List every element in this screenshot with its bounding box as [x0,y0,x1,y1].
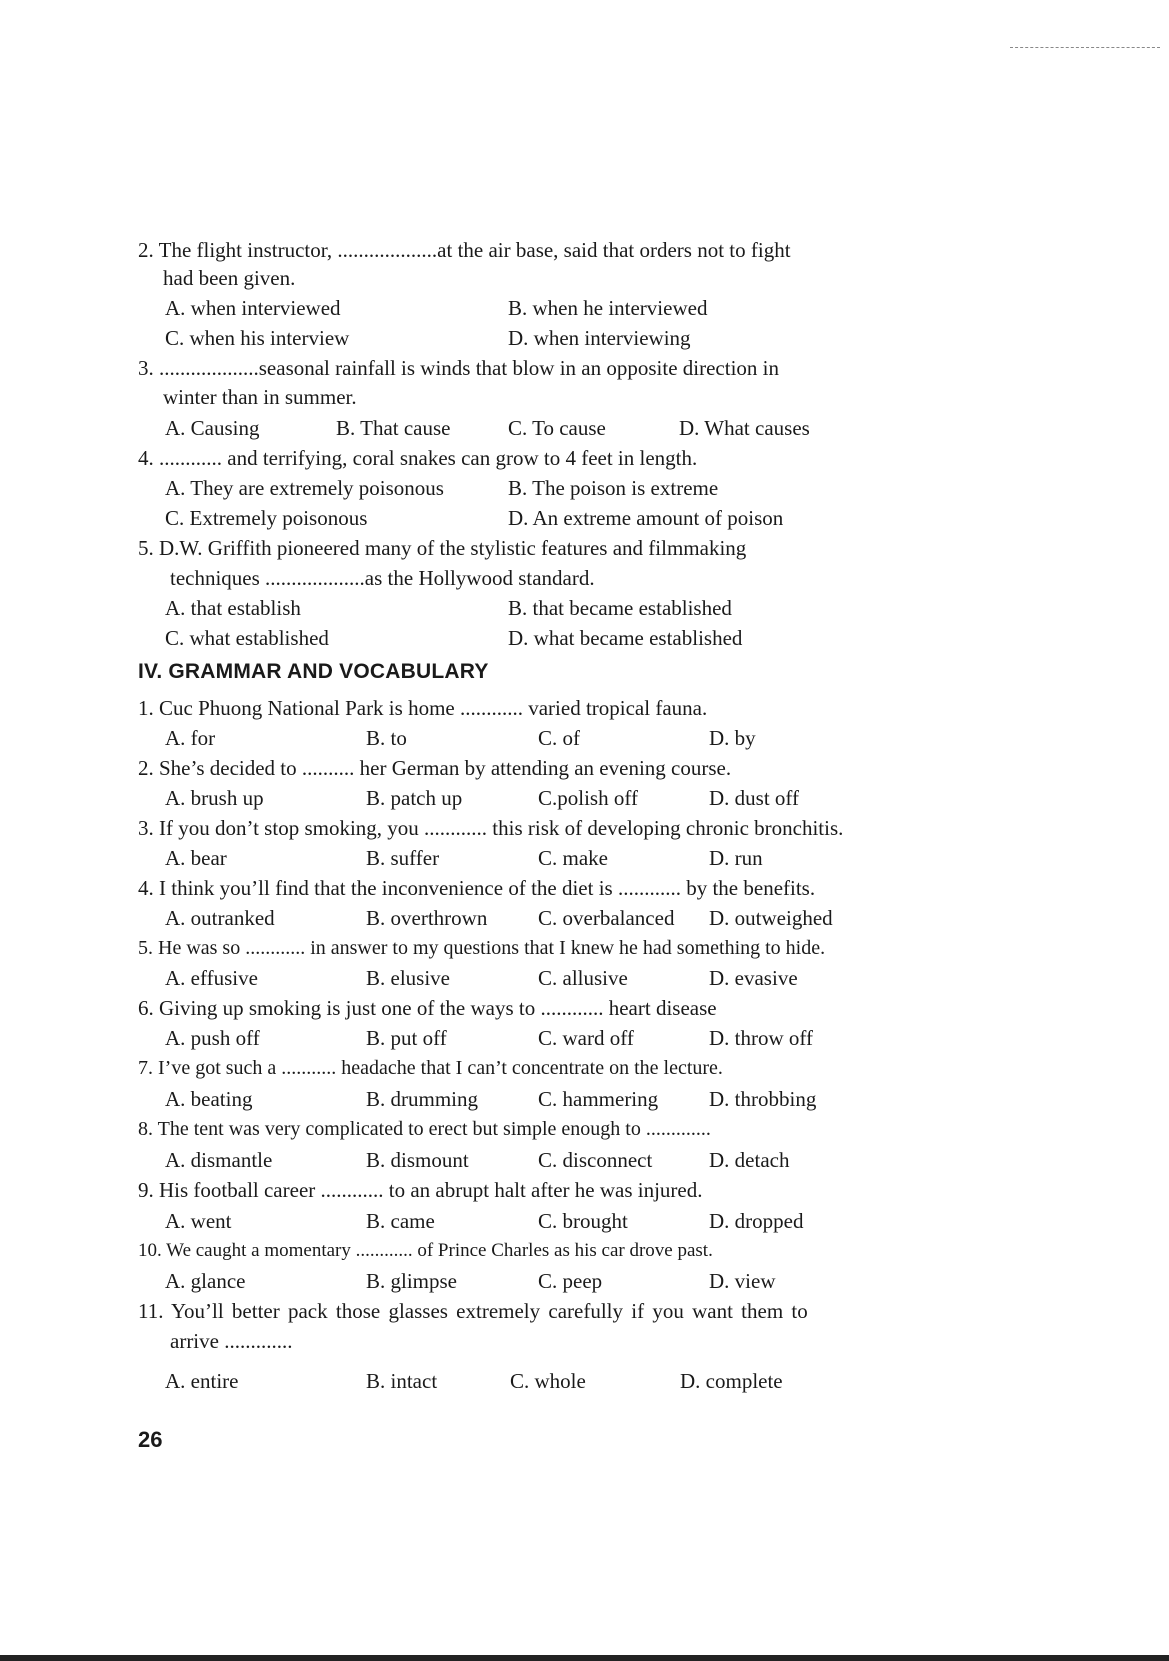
option-c: C. brought [538,1209,628,1233]
question-stem: 5. He was so ............ in answer to my questions that I knew he had something to hide. [138,937,826,959]
option-c: C. allusive [538,966,628,990]
option-c: C. whole [510,1369,586,1393]
option-b: B. intact [366,1369,438,1393]
option-c: C. hammering [538,1087,659,1111]
option-a: A. beating [165,1087,253,1111]
option-a: A. that establish [165,596,301,620]
question-stem: 1. Cuc Phuong National Park is home ............ varied tropical fauna. [138,696,708,720]
option-d: D. dust off [709,786,800,810]
option-d: D. dropped [709,1209,804,1233]
option-b: B. The poison is extreme [508,476,719,500]
option-b: B. patch up [366,786,463,810]
option-d: D. evasive [709,966,798,990]
option-b: B. glimpse [366,1269,458,1293]
question-stem-cont: had been given. [163,266,296,290]
option-c: C. ward off [538,1026,634,1050]
option-a: A. brush up [165,786,264,810]
option-a: A. effusive [165,966,258,990]
option-b: B. when he interviewed [508,296,708,320]
question-stem-cont: techniques ...................as the Hollywood standard. [170,566,595,590]
option-b: B. came [366,1209,435,1233]
question-stem: 11. You’ll better pack those glasses extremely carefully if you want them to [138,1299,808,1323]
option-a: A. bear [165,846,227,870]
option-c: C. what established [165,626,329,650]
option-b: B. suffer [366,846,440,870]
option-a: A. entire [165,1369,239,1393]
option-c: C. when his interview [165,326,350,350]
option-a: A. Causing [165,416,260,440]
question-stem: 3. ...................seasonal rainfall is winds that blow in an opposite direction in [138,356,779,380]
option-b: B. dismount [366,1148,469,1172]
option-d: D. detach [709,1148,790,1172]
option-c: C. of [538,726,580,750]
option-d: D. view [709,1269,776,1293]
option-d: D. throbbing [709,1087,817,1111]
question-stem: 2. The flight instructor, ...................at the air base, said that orders not to fight [138,238,791,262]
option-b: B. put off [366,1026,447,1050]
option-b: B. elusive [366,966,450,990]
option-c: C. make [538,846,608,870]
option-a: A. They are extremely poisonous [165,476,444,500]
option-a: A. for [165,726,216,750]
question-stem: 4. I think you’ll find that the inconvenience of the diet is ............ by the benefits. [138,876,816,900]
option-a: A. went [165,1209,232,1233]
option-d: D. An extreme amount of poison [508,506,784,530]
page-number: 26 [138,1427,163,1452]
option-d: D. by [709,726,756,750]
option-a: A. push off [165,1026,260,1050]
option-a: A. when interviewed [165,296,341,320]
question-stem: 10. We caught a momentary ............ of Prince Charles as his car drove past. [138,1240,713,1261]
option-d: D. what became established [508,626,743,650]
option-b: B. that became established [508,596,732,620]
question-stem: 4. ............ and terrifying, coral snakes can grow to 4 feet in length. [138,446,698,470]
option-d: D. throw off [709,1026,814,1050]
question-stem: 8. The tent was very complicated to erect but simple enough to ............. [138,1118,711,1140]
option-c: C.polish off [538,786,638,810]
option-c: C. overbalanced [538,906,675,930]
section-heading: IV. GRAMMAR AND VOCABULARY [138,660,489,683]
option-c: C. disconnect [538,1148,653,1172]
option-d: D. when interviewing [508,326,691,350]
option-d: D. outweighed [709,906,833,930]
question-stem: 3. If you don’t stop smoking, you ............ this risk of developing chronic bronchitis. [138,816,844,840]
option-d: D. run [709,846,763,870]
question-stem-cont: winter than in summer. [163,385,357,409]
question-stem-cont: arrive ............. [170,1329,293,1353]
option-c: C. peep [538,1269,603,1293]
option-b: B. overthrown [366,906,488,930]
option-a: A. dismantle [165,1148,273,1172]
question-stem: 5. D.W. Griffith pioneered many of the stylistic features and filmmaking [138,536,747,560]
question-stem: 7. I’ve got such a ........... headache that I can’t concentrate on the lecture. [138,1057,723,1079]
question-stem: 2. She’s decided to .......... her German by attending an evening course. [138,756,732,780]
option-d: D. complete [680,1369,783,1393]
option-b: B. drumming [366,1087,479,1111]
option-c: C. Extremely poisonous [165,506,368,530]
scan-mark [1010,47,1160,50]
option-c: C. To cause [508,416,606,440]
option-a: A. outranked [165,906,275,930]
option-b: B. to [366,726,407,750]
question-stem: 9. His football career ............ to an abrupt halt after he was injured. [138,1178,703,1202]
option-a: A. glance [165,1269,246,1293]
option-b: B. That cause [336,416,451,440]
question-stem: 6. Giving up smoking is just one of the ways to ............ heart disease [138,996,717,1020]
option-d: D. What causes [679,416,810,440]
page-bottom-edge [0,1655,1169,1661]
